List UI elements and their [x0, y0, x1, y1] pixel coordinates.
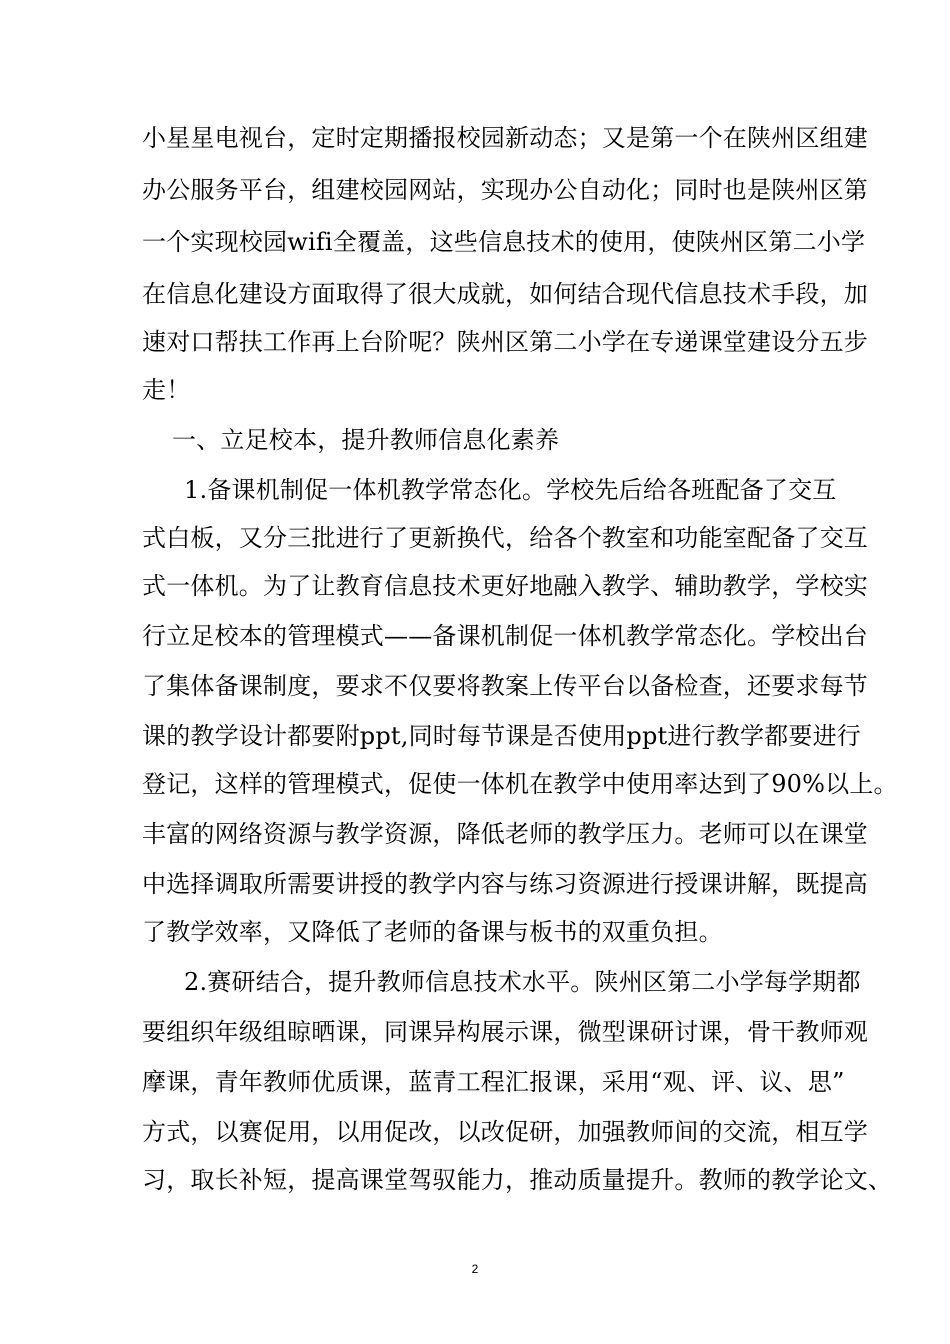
text-line: 登记，这样的管理模式，促使一体机在教学中使用率达到了90%以上。 [142, 770, 898, 798]
text-line: 小星星电视台，定时定期播报校园新动态；又是第一个在陕州区组建 [142, 124, 868, 152]
paragraph-first-line: 2.赛研结合，提升教师信息技术水平。陕州区第二小学每学期都 [184, 968, 861, 996]
text-line: 了集体备课制度，要求不仅要将教案上传平台以备检查，还要求每节 [142, 672, 868, 700]
text-line: 式白板，又分三批进行了更新换代，给各个教室和功能室配备了交互 [142, 524, 868, 552]
text-line: 在信息化建设方面取得了很大成就，如何结合现代信息技术手段，加 [142, 280, 868, 308]
text-line: 行立足校本的管理模式——备课机制促一体机教学常态化。学校出台 [142, 622, 868, 650]
page-number: 2 [471, 1262, 479, 1276]
text-line: 式一体机。为了让教育信息技术更好地融入教学、辅助教学，学校实 [142, 572, 868, 600]
text-line: 速对口帮扶工作再上台阶呢？陕州区第二小学在专递课堂建设分五步 [142, 328, 868, 356]
text-line: 办公服务平台，组建校园网站，实现办公自动化；同时也是陕州区第 [142, 176, 868, 204]
paragraph-first-line: 1.备课机制促一体机教学常态化。学校先后给各班配备了交互 [184, 476, 837, 504]
text-line: 课的教学设计都要附ppt,同时每节课是否使用ppt进行教学都要进行 [142, 722, 861, 750]
text-line: 要组织年级组晾晒课，同课异构展示课，微型课研讨课，骨干教师观 [142, 1018, 868, 1046]
text-line: 摩课，青年教师优质课，蓝青工程汇报课，采用“观、评、议、思” [142, 1068, 845, 1096]
text-line: 了教学效率，又降低了老师的备课与板书的双重负担。 [142, 918, 723, 946]
section-heading: 一、立足校本，提升教师信息化素养 [172, 426, 560, 454]
text-line: 中选择调取所需要讲授的教学内容与练习资源进行授课讲解，既提高 [142, 870, 868, 898]
text-line: 方式，以赛促用，以用促改，以改促研，加强教师间的交流，相互学 [142, 1118, 868, 1146]
text-line: 丰富的网络资源与教学资源，降低老师的教学压力。老师可以在课堂 [142, 820, 868, 848]
text-line: 习，取长补短，提高课堂驾驭能力，推动质量提升。教师的教学论文、 [142, 1166, 893, 1194]
text-line: 一个实现校园wifi全覆盖，这些信息技术的使用，使陕州区第二小学 [142, 228, 866, 256]
text-line: 走！ [142, 376, 191, 404]
